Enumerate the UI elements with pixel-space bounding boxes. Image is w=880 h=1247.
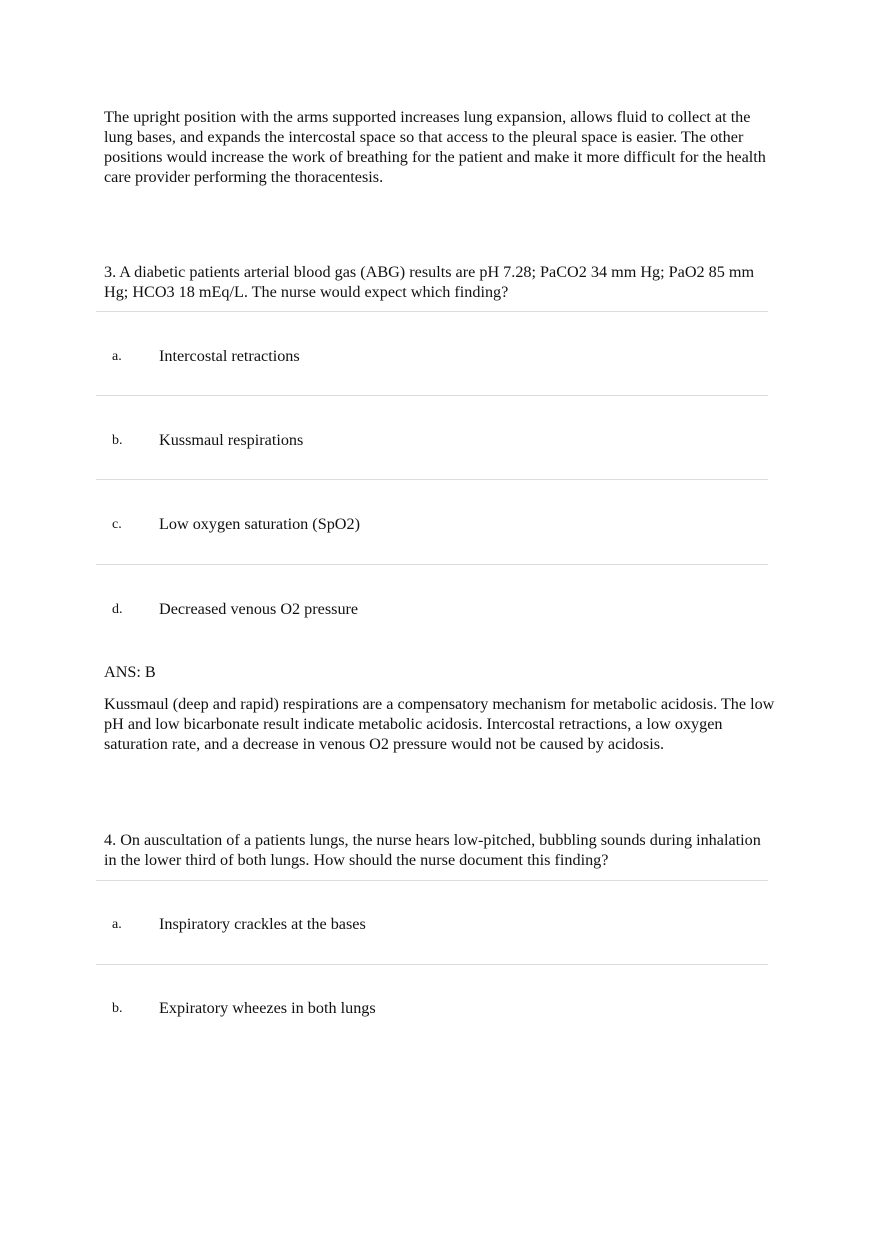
q4-option-a-letter: a.: [112, 917, 122, 932]
q3-option-divider: [96, 479, 768, 480]
q3-option-a-text: Intercostal retractions: [159, 347, 300, 365]
q3-option-divider: [96, 564, 768, 565]
q3-rationale: Kussmaul (deep and rapid) respirations are a compensatory mechanism for metabolic acidosis. The low pH and low bicarbonate result indicate metabolic acidosis. Intercostal retractions, a low oxygen saturation rate, and a decrease in venous O2 pressure would not be caused by acidosis.: [104, 695, 775, 753]
q3-option-b-letter: b.: [112, 433, 123, 448]
q3-option-a-letter: a.: [112, 349, 122, 364]
q4-stem-divider: [96, 880, 768, 881]
q3-answer: ANS: B: [104, 663, 156, 681]
q3-option-d[interactable]: [0, 599, 880, 621]
q4-option-b[interactable]: [0, 998, 880, 1020]
q4-option-a[interactable]: [0, 914, 880, 936]
q3-stem: 3. A diabetic patients arterial blood gas (ABG) results are pH 7.28; PaCO2 34 mm Hg; PaO2 85 mm Hg; HCO3 18 mEq/L. The nurse would expect which finding?: [104, 263, 755, 301]
q4-option-b-letter: b.: [112, 1001, 123, 1016]
q3-option-c-text: Low oxygen saturation (SpO2): [159, 515, 360, 533]
q4-option-b-text: Expiratory wheezes in both lungs: [159, 999, 376, 1017]
q3-option-c-letter: c.: [112, 517, 122, 532]
q3-option-d-letter: d.: [112, 602, 123, 617]
q3-option-d-text: Decreased venous O2 pressure: [159, 600, 359, 618]
q3-option-c[interactable]: [0, 514, 880, 536]
q4-stem: 4. On auscultation of a patients lungs, the nurse hears low-pitched, bubbling sounds during inhalation in the lower third of both lungs. How should the nurse document this finding?: [104, 831, 761, 869]
q2-rationale: The upright position with the arms supported increases lung expansion, allows fluid to collect at the lung bases, and expands the intercostal space so that access to the pleural space is easier. The other positions would increase the work of breathing for the patient and make it more difficult for the health care provider performing the thoracentesis.: [104, 108, 766, 186]
q4-option-divider: [96, 964, 768, 965]
q4-option-a-text: Inspiratory crackles at the bases: [159, 915, 366, 933]
q3-option-b[interactable]: [0, 430, 880, 452]
q3-stem-divider: [96, 311, 768, 312]
q3-option-a[interactable]: [0, 346, 880, 368]
q3-option-b-text: Kussmaul respirations: [159, 431, 304, 449]
q3-option-divider: [96, 395, 768, 396]
